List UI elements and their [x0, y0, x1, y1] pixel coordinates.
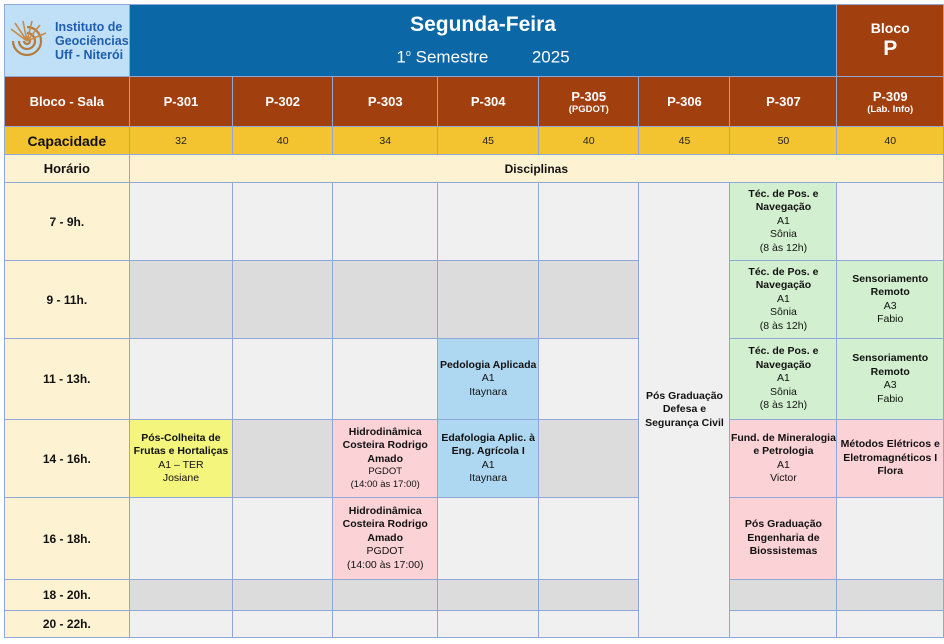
semester-year: 2025: [531, 47, 570, 67]
shell-logo-icon: [5, 19, 49, 63]
class-block: Hidrodinâmica Costeira Rodrigo Amado PGDOT (14:00 às 17:00): [333, 420, 438, 498]
time-label: 7 - 9h.: [5, 183, 130, 261]
capacidade-label: Capacidade: [5, 127, 130, 155]
empty-slot: [539, 339, 639, 420]
time-row: [5, 261, 944, 339]
empty-slot: [438, 580, 539, 611]
room-p304: P-304: [438, 77, 539, 127]
class-title: Sensoriamento Remoto: [852, 352, 929, 378]
empty-slot: [539, 498, 639, 580]
empty-slot: [539, 261, 639, 339]
empty-slot: [539, 420, 639, 498]
class-block: Pós-Colheita de Frutas e Hortaliças A1 – TER Josiane: [129, 420, 233, 498]
empty-slot: [233, 261, 333, 339]
bloco-label: Bloco: [870, 20, 910, 36]
capacity-p304: 45: [438, 127, 539, 155]
class-block: Pedologia Aplicada A1 Itaynara: [438, 339, 539, 420]
class-block: [730, 498, 837, 580]
empty-slot: [129, 261, 233, 339]
time-label: 18 - 20h.: [5, 580, 130, 611]
day-title: Segunda-Feira: [410, 13, 556, 37]
class-title: Pedologia Aplicada: [439, 358, 537, 371]
empty-slot: [333, 611, 438, 638]
institute-logo: [5, 5, 130, 77]
bloco-sala-label: Bloco - Sala: [5, 77, 130, 127]
empty-slot: [129, 498, 233, 580]
empty-slot: [129, 339, 233, 420]
empty-slot: [233, 498, 333, 580]
time-row: [5, 183, 944, 261]
room-p305-note: (PGDOT): [568, 103, 609, 115]
empty-slot: [233, 420, 333, 498]
capacity-p303: 34: [333, 127, 438, 155]
empty-slot: [539, 611, 639, 638]
class-block: Sensoriamento Remoto A3 Fabio: [837, 339, 944, 420]
class-block: Téc. de Pos. e Navegação A1 Sônia (8 às 12h): [730, 183, 837, 261]
class-block: Fund. de Mineralogia e Petrologia A1 Victor: [730, 420, 837, 498]
class-title: Hidrodinâmica Costeira Rodrigo Amado: [342, 504, 428, 544]
class-block: [639, 183, 730, 638]
empty-slot: [837, 580, 944, 611]
capacity-p305: 40: [539, 127, 639, 155]
semester-line: [130, 42, 837, 69]
class-title: Pós-Colheita de Frutas e Hortaliças: [133, 431, 229, 457]
time-label: 20 - 22h.: [5, 611, 130, 638]
empty-slot: [837, 498, 944, 580]
class-title: Téc. de Pos. e Navegação: [748, 265, 819, 292]
bloco-box: [837, 5, 944, 77]
room-p306: P-306: [639, 77, 730, 127]
room-p305: P-305 (PGDOT): [539, 77, 639, 127]
class-title: Téc. de Pos. e Navegação: [748, 345, 819, 371]
bloco-value: P: [883, 37, 898, 60]
capacity-p302: 40: [233, 127, 333, 155]
empty-slot: [233, 183, 333, 261]
capacity-p309: 40: [837, 127, 944, 155]
class-block: Téc. de Pos. e Navegação A1 Sônia (8 às 12h): [730, 339, 837, 420]
class-title: Pós Graduação Defesa e Segurança Civil: [645, 389, 724, 429]
logo-line-3: Uff - Niterói: [55, 47, 124, 62]
room-p309: P-309 (Lab. Info): [837, 77, 944, 127]
capacity-p306: 45: [639, 127, 730, 155]
class-title: Téc. de Pos. e Navegação: [748, 187, 819, 214]
semester-word: Semestre: [415, 47, 489, 67]
class-title: Pós Graduação Engenharia de Biossistemas: [744, 518, 822, 558]
empty-slot: [539, 580, 639, 611]
class-title: Edafologia Aplic. à Eng. Agrícola I: [441, 431, 535, 457]
empty-slot: [438, 611, 539, 638]
empty-slot: [438, 183, 539, 261]
semester-ordinal: o: [405, 48, 411, 59]
room-p309-note: (Lab. Info): [867, 103, 914, 115]
empty-slot: [233, 339, 333, 420]
schedule-table: [4, 4, 944, 638]
time-row: [5, 498, 944, 580]
class-block: Hidrodinâmica Costeira Rodrigo Amado PGDOT (14:00 às 17:00): [333, 498, 438, 580]
time-label: 9 - 11h.: [5, 261, 130, 339]
time-label: 16 - 18h.: [5, 498, 130, 580]
empty-slot: [438, 498, 539, 580]
empty-slot: [333, 339, 438, 420]
class-title: Métodos Elétricos e Eletromagnéticos I Flora: [840, 438, 940, 478]
empty-slot: [438, 261, 539, 339]
empty-slot: [837, 611, 944, 638]
logo-line-1: Instituto de: [55, 19, 123, 34]
empty-slot: [129, 183, 233, 261]
class-title: Sensoriamento Remoto: [852, 272, 929, 298]
semester-number: 1: [396, 47, 406, 67]
class-title: Fund. de Mineralogia e Petrologia: [730, 431, 836, 457]
capacity-row: [5, 127, 944, 155]
time-row: [5, 611, 944, 638]
empty-slot: [333, 261, 438, 339]
empty-slot: [129, 611, 233, 638]
class-block: Téc. de Pos. e Navegação A1 Sônia (8 às 12h): [730, 261, 837, 339]
class-title: Hidrodinâmica Costeira Rodrigo Amado: [342, 425, 428, 465]
capacity-p307: 50: [730, 127, 837, 155]
room-p301: P-301: [129, 77, 233, 127]
room-p302: P-302: [233, 77, 333, 127]
time-row: [5, 580, 944, 611]
room-p303: P-303: [333, 77, 438, 127]
empty-slot: [730, 580, 837, 611]
empty-slot: [333, 183, 438, 261]
title-banner: [129, 5, 837, 77]
class-block: [837, 420, 944, 498]
time-label: 14 - 16h.: [5, 420, 130, 498]
room-p307: P-307: [730, 77, 837, 127]
empty-slot: [730, 611, 837, 638]
disciplinas-label: Disciplinas: [129, 155, 943, 183]
empty-slot: [333, 580, 438, 611]
horario-label: Horário: [5, 155, 130, 183]
time-label: 11 - 13h.: [5, 339, 130, 420]
empty-slot: [233, 611, 333, 638]
empty-slot: [129, 580, 233, 611]
class-block: Edafologia Aplic. à Eng. Agrícola I A1 Itaynara: [438, 420, 539, 498]
empty-slot: [837, 183, 944, 261]
time-row: [5, 339, 944, 420]
empty-slot: [539, 183, 639, 261]
rooms-row: [5, 77, 944, 127]
class-block: Sensoriamento Remoto A3 Fabio: [837, 261, 944, 339]
capacity-p301: 32: [129, 127, 233, 155]
empty-slot: [233, 580, 333, 611]
time-row: [5, 420, 944, 498]
logo-line-2: Geociências: [55, 33, 129, 48]
